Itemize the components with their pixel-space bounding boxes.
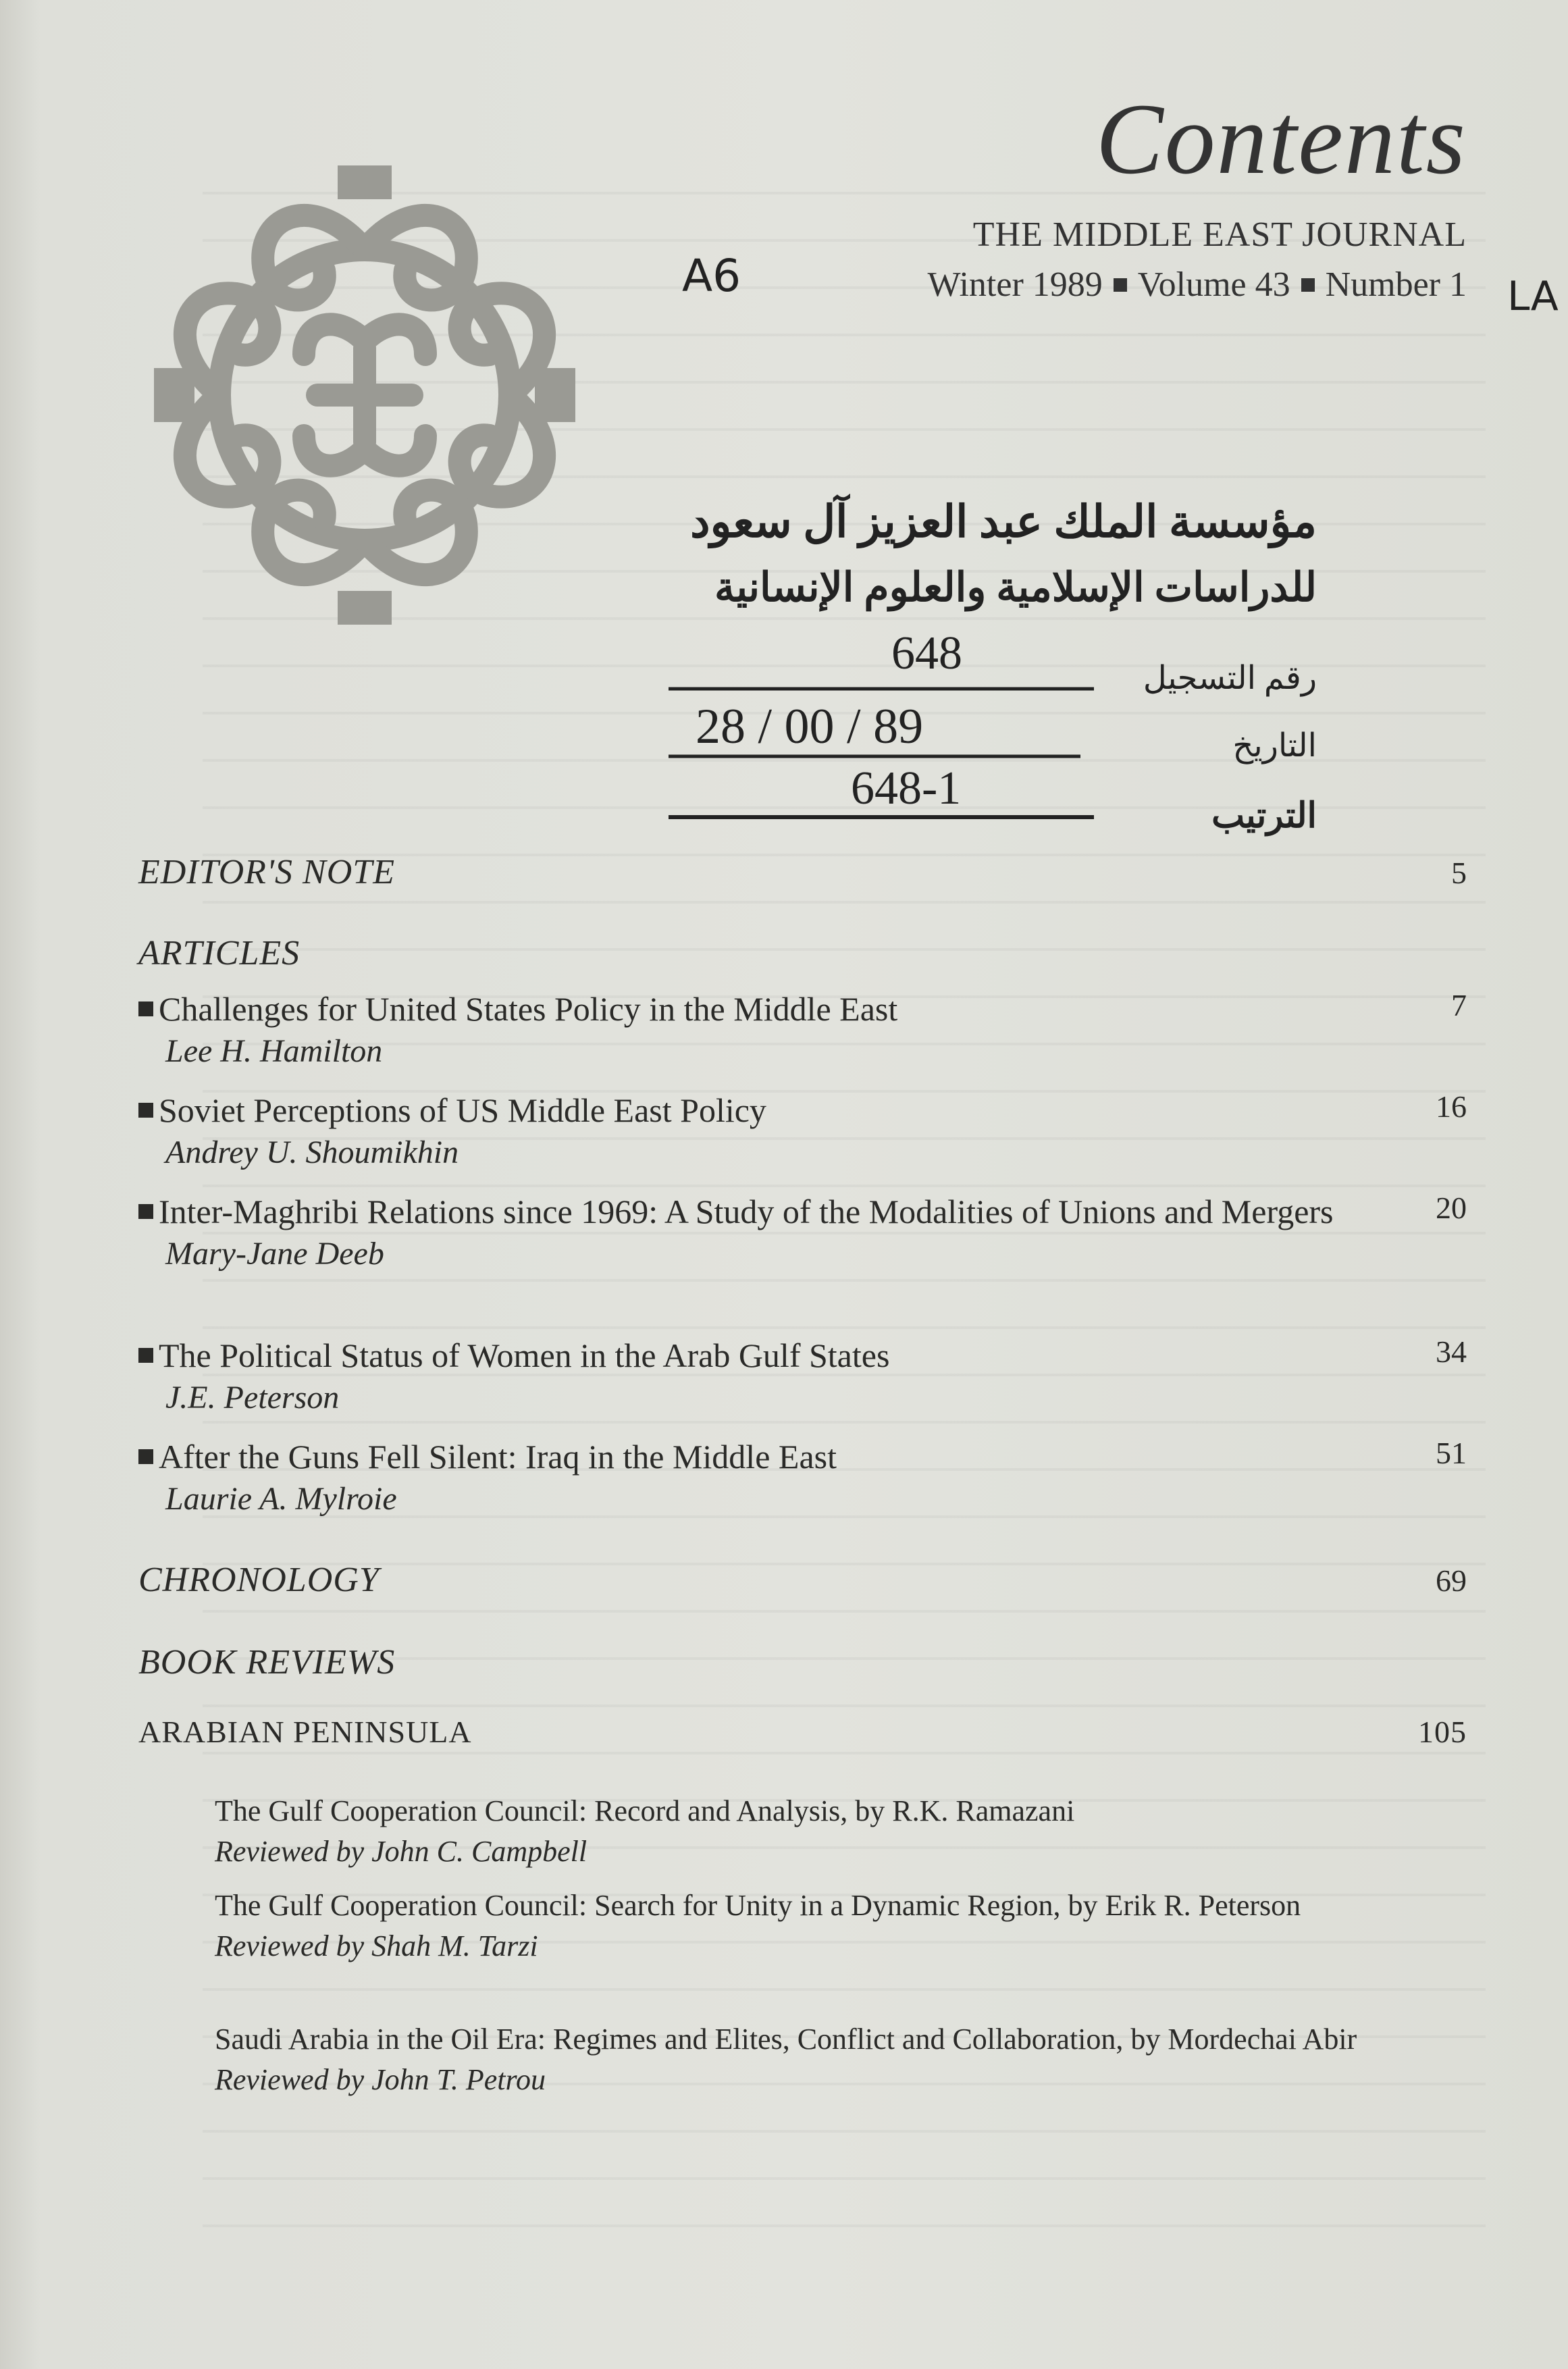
journal-name: THE MIDDLE EAST JOURNAL (972, 215, 1467, 254)
article-author: Laurie A. Mylroie (165, 1481, 397, 1517)
arabian-peninsula-entry[interactable] (138, 1714, 1467, 1750)
article-entry[interactable] (138, 1190, 1467, 1275)
article-title: Challenges for United States Policy in the Middle East (159, 990, 898, 1028)
article-title: Soviet Perceptions of US Middle East Policy (159, 1091, 766, 1129)
page-number: 105 (1418, 1715, 1467, 1749)
article-title-line (138, 1334, 889, 1377)
article-title: Inter-Maghribi Relations since 1969: A Study of the Modalities of Unions and Mergers (159, 1193, 1334, 1230)
square-bullet-icon (138, 1204, 153, 1219)
article-author: J.E. Peterson (165, 1380, 340, 1415)
articles-label: ARTICLES (138, 934, 300, 972)
review-title: Saudi Arabia in the Oil Era: Regimes and Elites, Conflict and Collaboration, by Mordechai Abir (215, 2023, 1357, 2056)
review-entry[interactable] (215, 1791, 1363, 1872)
book-reviews-label: BOOK REVIEWS (138, 1643, 396, 1682)
stamp-date-label: التاريخ (1232, 728, 1317, 764)
arabesque-ornament-icon (135, 152, 594, 638)
page-number: 69 (1436, 1563, 1467, 1598)
page-number: 34 (1436, 1334, 1467, 1369)
article-author: Andrey U. Shoumikhin (165, 1135, 459, 1170)
editors-note-label: EDITOR'S NOTE (138, 853, 395, 891)
page-number: 7 (1451, 988, 1467, 1022)
square-bullet-icon (138, 1348, 153, 1363)
stamp-reg-label: رقم التسجيل (1143, 660, 1317, 696)
article-entry[interactable] (138, 987, 1467, 1072)
stamp-reg-value: 648 (891, 627, 962, 679)
square-bullet-icon (138, 1449, 153, 1464)
review-reviewer: Reviewed by John C. Campbell (215, 1835, 587, 1868)
article-title-line (138, 1089, 766, 1132)
review-reviewer: Reviewed by John T. Petrou (215, 2063, 546, 2096)
article-author: Lee H. Hamilton (165, 1033, 383, 1069)
library-stamp (648, 473, 1364, 851)
article-entry[interactable] (138, 1089, 1467, 1174)
issue-line (927, 265, 1467, 305)
article-author: Mary-Jane Deeb (165, 1236, 384, 1272)
article-title-line (138, 1435, 837, 1478)
stamp-date-value: 28 / 00 / 89 (696, 699, 924, 754)
chronology-entry[interactable] (138, 1560, 1467, 1600)
handwritten-mark-right: LA (1507, 273, 1559, 320)
review-title: The Gulf Cooperation Council: Search for Unity in a Dynamic Region, by Erik R. Peterson (215, 1889, 1301, 1922)
article-title-line (138, 987, 897, 1031)
page-number: 51 (1436, 1436, 1467, 1470)
issue-volume: Volume 43 (1137, 265, 1290, 304)
stamp-order-value: 648-1 (851, 762, 962, 814)
article-title-line (138, 1190, 1334, 1233)
page-number: 5 (1451, 856, 1467, 890)
square-bullet-icon (138, 1103, 153, 1118)
article-entry[interactable] (138, 1435, 1467, 1520)
stamp-line2: للدراسات الإسلامية والعلوم الإنسانية (714, 565, 1317, 610)
review-entry[interactable] (215, 1885, 1363, 1967)
square-bullet-icon (138, 1001, 153, 1016)
subsection-label: ARABIAN PENINSULA (138, 1715, 472, 1749)
article-entry[interactable] (138, 1334, 1467, 1419)
page-number: 16 (1436, 1089, 1467, 1124)
article-title: After the Guns Fell Silent: Iraq in the Middle East (159, 1438, 837, 1476)
editors-note-entry[interactable] (138, 852, 1467, 892)
review-entry[interactable] (215, 2019, 1363, 2100)
issue-number: Number 1 (1325, 265, 1467, 304)
review-title: The Gulf Cooperation Council: Record and Analysis, by R.K. Ramazani (215, 1794, 1075, 1827)
review-reviewer: Reviewed by Shah M. Tarzi (215, 1929, 538, 1962)
square-bullet-icon (1301, 278, 1315, 292)
page-title: Contents (1095, 83, 1467, 195)
articles-heading (138, 933, 1467, 973)
handwritten-mark-left: A6 (682, 250, 741, 302)
article-title: The Political Status of Women in the Arab Gulf States (159, 1336, 890, 1374)
stamp-line1: مؤسسة الملك عبد العزيز آل سعود (690, 498, 1317, 547)
page-number: 20 (1436, 1191, 1467, 1225)
issue-season: Winter 1989 (927, 265, 1103, 304)
chronology-label: CHRONOLOGY (138, 1561, 380, 1599)
square-bullet-icon (1114, 278, 1127, 292)
stamp-order-label: الترتيب (1211, 797, 1317, 835)
book-reviews-heading (138, 1642, 1467, 1682)
